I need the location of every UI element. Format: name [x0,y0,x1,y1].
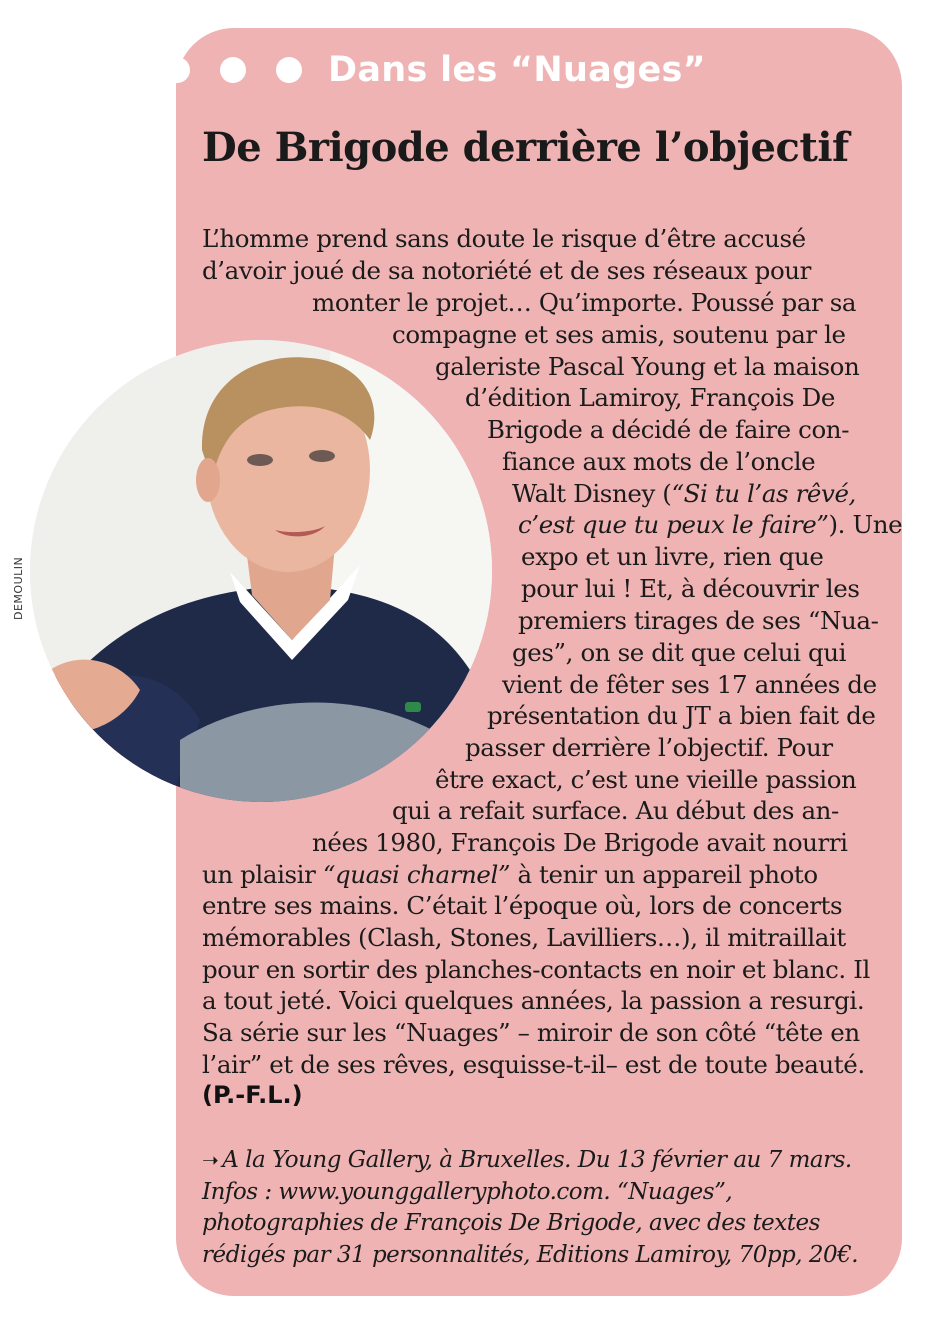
info-text: A la Young Gallery, à Bruxelles. Du 13 février au 7 mars. [222,1147,852,1173]
body-line [512,479,856,509]
body-line [202,224,806,254]
portrait-illustration [30,340,492,802]
photo-credit: DEMOULIN [12,556,25,620]
bullet-dot-icon [176,57,190,83]
article-headline: De Brigode derrière l’objectif [202,124,849,171]
bullet-dot-icon [220,57,246,83]
body-text-run: présentation du JT a bien fait de [487,701,876,730]
body-text-run: passer derrière l’objectif. Pour [465,733,833,762]
body-line [502,670,877,700]
body-line [518,606,879,636]
quote-text: “quasi charnel” [322,860,511,889]
body-line [465,383,835,413]
body-line [502,447,815,477]
body-text-run: ). Une [828,510,903,539]
body-text-run: a tout jeté. Voici quelques années, la passion a resurgi. [202,986,865,1015]
body-text-run: compagne et ses amis, soutenu par le [392,320,846,349]
quote-text: “Si tu l’as rêvé, [671,479,856,508]
body-text-run: Walt Disney ( [512,479,672,508]
body-text-run: Sa série sur les “Nuages” – miroir de son côté “tête en [202,1018,860,1047]
body-text-run: ges”, on se dit que celui qui [512,638,847,667]
body-text-run: pour lui ! Et, à découvrir les [521,574,860,603]
body-line [465,733,833,763]
author-signature: (P.-F.L.) [202,1081,303,1109]
body-line [202,923,846,953]
body-text-run: monter le projet… Qu’importe. Poussé par sa [312,288,857,317]
body-text-run: nées 1980, François De Brigode avait nourri [312,828,848,857]
kicker-text: Dans les “Nuages” [328,50,706,90]
body-line [312,828,848,858]
body-text-run: galeriste Pascal Young et la maison [435,352,860,381]
body-text-run: être exact, c’est une vieille passion [435,765,857,794]
body-text-run: à tenir un appareil photo [510,860,818,889]
section-kicker [176,38,706,102]
body-text-run: Brigode a décidé de faire con- [487,415,850,444]
info-box [202,1145,858,1271]
body-line [202,1050,865,1080]
body-text-run: d’édition Lamiroy, François De [465,383,835,412]
info-line: Infos : www.younggalleryphoto.com. “Nuages”, [202,1178,733,1205]
body-text-run: vient de fêter ses 17 années de [502,670,877,699]
body-line [202,955,870,985]
body-line [487,415,849,445]
body-text-run: premiers tirages de ses “Nua- [518,606,879,635]
body-text-run: expo et un livre, rien que [521,542,824,571]
body-text-run: fiance aux mots de l’oncle [502,447,816,476]
body-line [312,288,856,318]
info-line [202,1145,858,1177]
body-line [392,320,846,350]
body-line [392,796,839,826]
portrait-photo [30,340,492,802]
bullet-dot-icon [276,57,302,83]
body-line [202,256,811,286]
body-line [521,574,860,604]
body-text-run: L’homme prend sans doute le risque d’être accusé [202,224,806,253]
quote-text: c’est que tu peux le faire” [518,510,829,539]
body-line [202,891,842,921]
body-line [202,860,818,890]
info-line: rédigés par 31 personnalités, Editions Lamiroy, 70pp, 20€. [202,1241,859,1268]
arrow-right-icon: ➝ [202,1148,219,1172]
body-line [521,542,824,572]
body-line [518,510,902,540]
body-line [435,352,859,382]
body-text-run: mémorables (Clash, Stones, Lavilliers…), il mitraillait [202,923,846,952]
body-text-run: qui a refait surface. Au début des an- [392,796,839,825]
body-text-run: d’avoir joué de sa notoriété et de ses réseaux pour [202,256,811,285]
body-line [487,701,876,731]
info-line: photographies de François De Brigode, avec des textes [202,1210,820,1236]
body-line [202,986,864,1016]
body-text-run: l’air” et de ses rêves, esquisse-t-il– est de toute beauté. [202,1050,865,1079]
body-line [202,1018,860,1048]
body-text-run: pour en sortir des planches-contacts en noir et blanc. Il [202,955,870,984]
body-line [512,638,846,668]
body-line [435,765,856,795]
body-text-run: un plaisir [202,860,323,889]
body-text-run: entre ses mains. C’était l’époque où, lors de concerts [202,891,843,920]
